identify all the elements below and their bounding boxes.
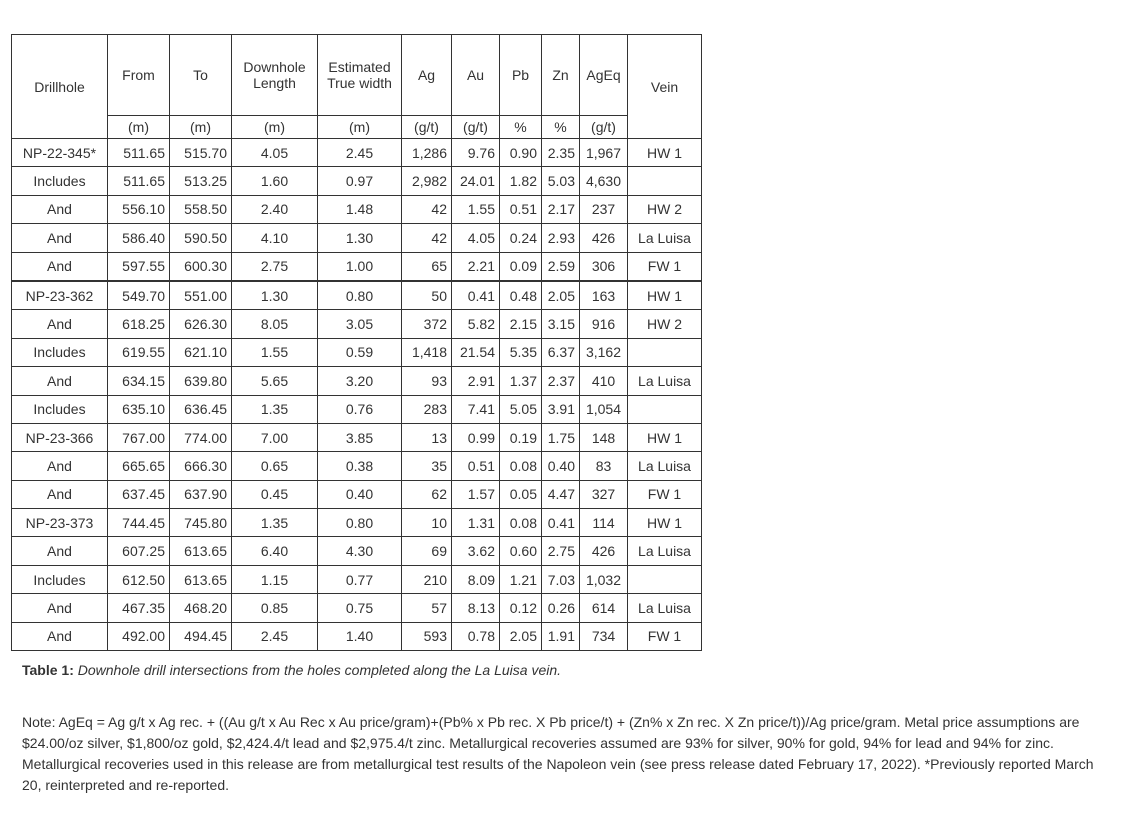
cell-downhole-length: 0.45 xyxy=(232,480,318,508)
cell-ag: 283 xyxy=(402,395,452,423)
cell-true-width: 0.97 xyxy=(318,167,402,195)
cell-pb: 1.82 xyxy=(500,167,542,195)
cell-to: 666.30 xyxy=(170,452,232,480)
cell-ageq: 327 xyxy=(580,480,628,508)
cell-to: 613.65 xyxy=(170,565,232,593)
cell-vein xyxy=(628,565,702,593)
table-row xyxy=(12,537,702,565)
cell-zn: 0.40 xyxy=(542,452,580,480)
cell-ageq: 426 xyxy=(580,224,628,252)
cell-ag: 13 xyxy=(402,423,452,451)
cell-downhole-length: 4.10 xyxy=(232,224,318,252)
cell-pb: 0.48 xyxy=(500,281,542,310)
cell-drillhole: And xyxy=(12,367,108,395)
drill-results-table-container xyxy=(11,34,702,651)
cell-vein: La Luisa xyxy=(628,537,702,565)
cell-pb: 2.05 xyxy=(500,622,542,650)
units-row xyxy=(12,116,702,139)
cell-zn: 3.91 xyxy=(542,395,580,423)
cell-to: 494.45 xyxy=(170,622,232,650)
cell-from: 467.35 xyxy=(108,594,170,622)
cell-ag: 57 xyxy=(402,594,452,622)
cell-true-width: 0.38 xyxy=(318,452,402,480)
cell-true-width: 0.59 xyxy=(318,338,402,366)
cell-downhole-length: 4.05 xyxy=(232,139,318,167)
cell-ageq: 306 xyxy=(580,252,628,281)
cell-drillhole: And xyxy=(12,224,108,252)
cell-drillhole: And xyxy=(12,537,108,565)
note-paragraph: Note: AgEq = Ag g/t x Ag rec. + ((Au g/t x Au Rec x Au price/gram)+(Pb% x Pb rec. X Pb price/t) + (Zn% x Zn rec. X Zn price/t))/Ag price/gram. Metal price assumptions are $24.00/oz silver, $1,800/oz gold, $2,424.4/t lead and $2,975.4/t zinc. Metallurgical recoveries assumed are 93% for silver, 90% for gold, 94% for lead and 94% for zinc. Metallurgical recoveries used in this release are from metallurgical test results of the Napoleon vein (see press release dated February 17, 2022). *Previously reported March 20, reinterpreted and re-reported. xyxy=(22,714,1094,793)
cell-downhole-length: 0.85 xyxy=(232,594,318,622)
header-true-width: Estimated True width xyxy=(318,35,402,116)
cell-pb: 0.05 xyxy=(500,480,542,508)
cell-ag: 593 xyxy=(402,622,452,650)
cell-au: 9.76 xyxy=(452,139,500,167)
cell-downhole-length: 1.55 xyxy=(232,338,318,366)
cell-zn: 5.03 xyxy=(542,167,580,195)
cell-au: 1.57 xyxy=(452,480,500,508)
cell-vein: La Luisa xyxy=(628,452,702,480)
cell-from: 607.25 xyxy=(108,537,170,565)
cell-downhole-length: 1.35 xyxy=(232,509,318,537)
cell-au: 3.62 xyxy=(452,537,500,565)
cell-au: 1.55 xyxy=(452,195,500,223)
cell-true-width: 2.45 xyxy=(318,139,402,167)
cell-downhole-length: 0.65 xyxy=(232,452,318,480)
cell-au: 2.91 xyxy=(452,367,500,395)
cell-to: 639.80 xyxy=(170,367,232,395)
cell-to: 774.00 xyxy=(170,423,232,451)
cell-vein xyxy=(628,167,702,195)
header-downhole-length: Downhole Length xyxy=(232,35,318,116)
header-to: To xyxy=(170,35,232,116)
cell-to: 590.50 xyxy=(170,224,232,252)
cell-from: 549.70 xyxy=(108,281,170,310)
cell-vein: La Luisa xyxy=(628,594,702,622)
header-from: From xyxy=(108,35,170,116)
cell-au: 0.99 xyxy=(452,423,500,451)
cell-pb: 0.08 xyxy=(500,509,542,537)
table-row xyxy=(12,480,702,508)
cell-pb: 1.21 xyxy=(500,565,542,593)
cell-au: 8.09 xyxy=(452,565,500,593)
cell-ageq: 916 xyxy=(580,310,628,338)
cell-pb: 1.37 xyxy=(500,367,542,395)
unit-true-width: (m) xyxy=(318,116,402,139)
cell-true-width: 3.85 xyxy=(318,423,402,451)
table-row xyxy=(12,224,702,252)
cell-au: 4.05 xyxy=(452,224,500,252)
cell-ag: 10 xyxy=(402,509,452,537)
cell-from: 586.40 xyxy=(108,224,170,252)
cell-downhole-length: 1.15 xyxy=(232,565,318,593)
cell-pb: 0.19 xyxy=(500,423,542,451)
cell-zn: 2.35 xyxy=(542,139,580,167)
cell-zn: 0.41 xyxy=(542,509,580,537)
header-au: Au xyxy=(452,35,500,116)
cell-downhole-length: 1.35 xyxy=(232,395,318,423)
cell-to: 637.90 xyxy=(170,480,232,508)
cell-true-width: 1.40 xyxy=(318,622,402,650)
cell-ageq: 148 xyxy=(580,423,628,451)
cell-downhole-length: 8.05 xyxy=(232,310,318,338)
cell-au: 2.21 xyxy=(452,252,500,281)
cell-drillhole: And xyxy=(12,622,108,650)
cell-pb: 0.09 xyxy=(500,252,542,281)
table-header xyxy=(12,35,702,139)
cell-pb: 0.60 xyxy=(500,537,542,565)
caption-label: Table 1: xyxy=(22,662,74,678)
cell-ag: 35 xyxy=(402,452,452,480)
cell-zn: 7.03 xyxy=(542,565,580,593)
cell-drillhole: Includes xyxy=(12,565,108,593)
cell-ag: 62 xyxy=(402,480,452,508)
cell-vein: FW 1 xyxy=(628,622,702,650)
header-vein: Vein xyxy=(628,35,702,139)
cell-ageq: 83 xyxy=(580,452,628,480)
cell-ag: 65 xyxy=(402,252,452,281)
cell-drillhole: Includes xyxy=(12,338,108,366)
cell-ag: 93 xyxy=(402,367,452,395)
cell-ag: 1,286 xyxy=(402,139,452,167)
cell-true-width: 0.80 xyxy=(318,509,402,537)
cell-au: 0.41 xyxy=(452,281,500,310)
unit-from: (m) xyxy=(108,116,170,139)
cell-ag: 69 xyxy=(402,537,452,565)
table-row xyxy=(12,139,702,167)
cell-to: 558.50 xyxy=(170,195,232,223)
cell-to: 515.70 xyxy=(170,139,232,167)
cell-zn: 2.37 xyxy=(542,367,580,395)
cell-drillhole: Includes xyxy=(12,167,108,195)
table-row xyxy=(12,565,702,593)
cell-from: 597.55 xyxy=(108,252,170,281)
cell-from: 511.65 xyxy=(108,167,170,195)
cell-ageq: 237 xyxy=(580,195,628,223)
unit-downhole-length: (m) xyxy=(232,116,318,139)
cell-drillhole: NP-23-362 xyxy=(12,281,108,310)
drill-results-table xyxy=(11,34,702,651)
cell-pb: 5.35 xyxy=(500,338,542,366)
cell-vein xyxy=(628,395,702,423)
cell-ageq: 426 xyxy=(580,537,628,565)
cell-zn: 2.93 xyxy=(542,224,580,252)
table-row xyxy=(12,167,702,195)
cell-vein: HW 1 xyxy=(628,281,702,310)
cell-ageq: 1,032 xyxy=(580,565,628,593)
table-row xyxy=(12,509,702,537)
caption-text: Downhole drill intersections from the holes completed along the La Luisa vein. xyxy=(73,662,562,678)
cell-zn: 1.75 xyxy=(542,423,580,451)
cell-vein: HW 2 xyxy=(628,310,702,338)
cell-vein: HW 1 xyxy=(628,423,702,451)
cell-true-width: 0.76 xyxy=(318,395,402,423)
cell-zn: 2.59 xyxy=(542,252,580,281)
cell-vein: FW 1 xyxy=(628,252,702,281)
table-row xyxy=(12,594,702,622)
cell-downhole-length: 2.75 xyxy=(232,252,318,281)
table-row xyxy=(12,452,702,480)
cell-ageq: 4,630 xyxy=(580,167,628,195)
cell-drillhole: NP-23-373 xyxy=(12,509,108,537)
cell-zn: 2.75 xyxy=(542,537,580,565)
cell-ageq: 163 xyxy=(580,281,628,310)
cell-true-width: 1.30 xyxy=(318,224,402,252)
cell-from: 767.00 xyxy=(108,423,170,451)
unit-au: (g/t) xyxy=(452,116,500,139)
cell-au: 5.82 xyxy=(452,310,500,338)
cell-pb: 0.08 xyxy=(500,452,542,480)
cell-to: 613.65 xyxy=(170,537,232,565)
cell-ageq: 734 xyxy=(580,622,628,650)
cell-downhole-length: 1.30 xyxy=(232,281,318,310)
cell-to: 551.00 xyxy=(170,281,232,310)
cell-vein: La Luisa xyxy=(628,367,702,395)
header-pb: Pb xyxy=(500,35,542,116)
unit-ag: (g/t) xyxy=(402,116,452,139)
cell-au: 24.01 xyxy=(452,167,500,195)
cell-from: 635.10 xyxy=(108,395,170,423)
cell-downhole-length: 5.65 xyxy=(232,367,318,395)
cell-pb: 0.90 xyxy=(500,139,542,167)
cell-to: 468.20 xyxy=(170,594,232,622)
table-row xyxy=(12,252,702,281)
cell-zn: 3.15 xyxy=(542,310,580,338)
cell-to: 626.30 xyxy=(170,310,232,338)
cell-ageq: 1,967 xyxy=(580,139,628,167)
cell-downhole-length: 2.40 xyxy=(232,195,318,223)
cell-vein: HW 2 xyxy=(628,195,702,223)
cell-to: 600.30 xyxy=(170,252,232,281)
cell-downhole-length: 1.60 xyxy=(232,167,318,195)
cell-ag: 50 xyxy=(402,281,452,310)
cell-true-width: 0.80 xyxy=(318,281,402,310)
cell-true-width: 4.30 xyxy=(318,537,402,565)
cell-drillhole: And xyxy=(12,252,108,281)
cell-from: 612.50 xyxy=(108,565,170,593)
cell-ag: 372 xyxy=(402,310,452,338)
cell-pb: 0.12 xyxy=(500,594,542,622)
cell-drillhole: And xyxy=(12,452,108,480)
cell-zn: 4.47 xyxy=(542,480,580,508)
cell-downhole-length: 2.45 xyxy=(232,622,318,650)
cell-au: 0.51 xyxy=(452,452,500,480)
table-row xyxy=(12,310,702,338)
table-row xyxy=(12,423,702,451)
header-ageq: AgEq xyxy=(580,35,628,116)
cell-to: 621.10 xyxy=(170,338,232,366)
cell-true-width: 3.05 xyxy=(318,310,402,338)
cell-au: 1.31 xyxy=(452,509,500,537)
cell-pb: 2.15 xyxy=(500,310,542,338)
cell-pb: 0.24 xyxy=(500,224,542,252)
header-zn: Zn xyxy=(542,35,580,116)
header-ag: Ag xyxy=(402,35,452,116)
cell-vein xyxy=(628,338,702,366)
cell-to: 636.45 xyxy=(170,395,232,423)
cell-drillhole: And xyxy=(12,594,108,622)
cell-from: 619.55 xyxy=(108,338,170,366)
cell-from: 618.25 xyxy=(108,310,170,338)
cell-from: 511.65 xyxy=(108,139,170,167)
cell-drillhole: Includes xyxy=(12,395,108,423)
cell-downhole-length: 6.40 xyxy=(232,537,318,565)
unit-pb: % xyxy=(500,116,542,139)
cell-drillhole: And xyxy=(12,310,108,338)
cell-pb: 0.51 xyxy=(500,195,542,223)
unit-to: (m) xyxy=(170,116,232,139)
cell-from: 556.10 xyxy=(108,195,170,223)
header-drillhole: Drillhole xyxy=(12,35,108,139)
table-body xyxy=(12,139,702,651)
cell-vein: La Luisa xyxy=(628,224,702,252)
cell-ageq: 114 xyxy=(580,509,628,537)
cell-true-width: 0.75 xyxy=(318,594,402,622)
cell-downhole-length: 7.00 xyxy=(232,423,318,451)
table-row xyxy=(12,367,702,395)
cell-au: 21.54 xyxy=(452,338,500,366)
cell-vein: HW 1 xyxy=(628,139,702,167)
cell-ag: 1,418 xyxy=(402,338,452,366)
table-row xyxy=(12,622,702,650)
table-caption xyxy=(22,662,561,678)
cell-true-width: 0.77 xyxy=(318,565,402,593)
cell-vein: FW 1 xyxy=(628,480,702,508)
unit-ageq: (g/t) xyxy=(580,116,628,139)
cell-from: 744.45 xyxy=(108,509,170,537)
table-row xyxy=(12,281,702,310)
cell-true-width: 1.00 xyxy=(318,252,402,281)
cell-to: 513.25 xyxy=(170,167,232,195)
cell-drillhole: And xyxy=(12,195,108,223)
table-row xyxy=(12,395,702,423)
cell-drillhole: NP-22-345* xyxy=(12,139,108,167)
cell-drillhole: And xyxy=(12,480,108,508)
cell-to: 745.80 xyxy=(170,509,232,537)
cell-pb: 5.05 xyxy=(500,395,542,423)
cell-true-width: 0.40 xyxy=(318,480,402,508)
cell-drillhole: NP-23-366 xyxy=(12,423,108,451)
cell-au: 7.41 xyxy=(452,395,500,423)
cell-from: 665.65 xyxy=(108,452,170,480)
cell-ag: 210 xyxy=(402,565,452,593)
cell-ag: 42 xyxy=(402,224,452,252)
cell-true-width: 1.48 xyxy=(318,195,402,223)
cell-zn: 2.17 xyxy=(542,195,580,223)
cell-zn: 2.05 xyxy=(542,281,580,310)
cell-au: 0.78 xyxy=(452,622,500,650)
cell-from: 637.45 xyxy=(108,480,170,508)
cell-ageq: 3,162 xyxy=(580,338,628,366)
cell-vein: HW 1 xyxy=(628,509,702,537)
cell-au: 8.13 xyxy=(452,594,500,622)
cell-from: 634.15 xyxy=(108,367,170,395)
unit-zn: % xyxy=(542,116,580,139)
cell-zn: 6.37 xyxy=(542,338,580,366)
header-row xyxy=(12,35,702,116)
cell-zn: 1.91 xyxy=(542,622,580,650)
cell-true-width: 3.20 xyxy=(318,367,402,395)
cell-ageq: 1,054 xyxy=(580,395,628,423)
cell-ageq: 614 xyxy=(580,594,628,622)
table-row xyxy=(12,195,702,223)
cell-zn: 0.26 xyxy=(542,594,580,622)
table-row xyxy=(12,338,702,366)
cell-ageq: 410 xyxy=(580,367,628,395)
cell-ag: 2,982 xyxy=(402,167,452,195)
cell-ag: 42 xyxy=(402,195,452,223)
cell-from: 492.00 xyxy=(108,622,170,650)
